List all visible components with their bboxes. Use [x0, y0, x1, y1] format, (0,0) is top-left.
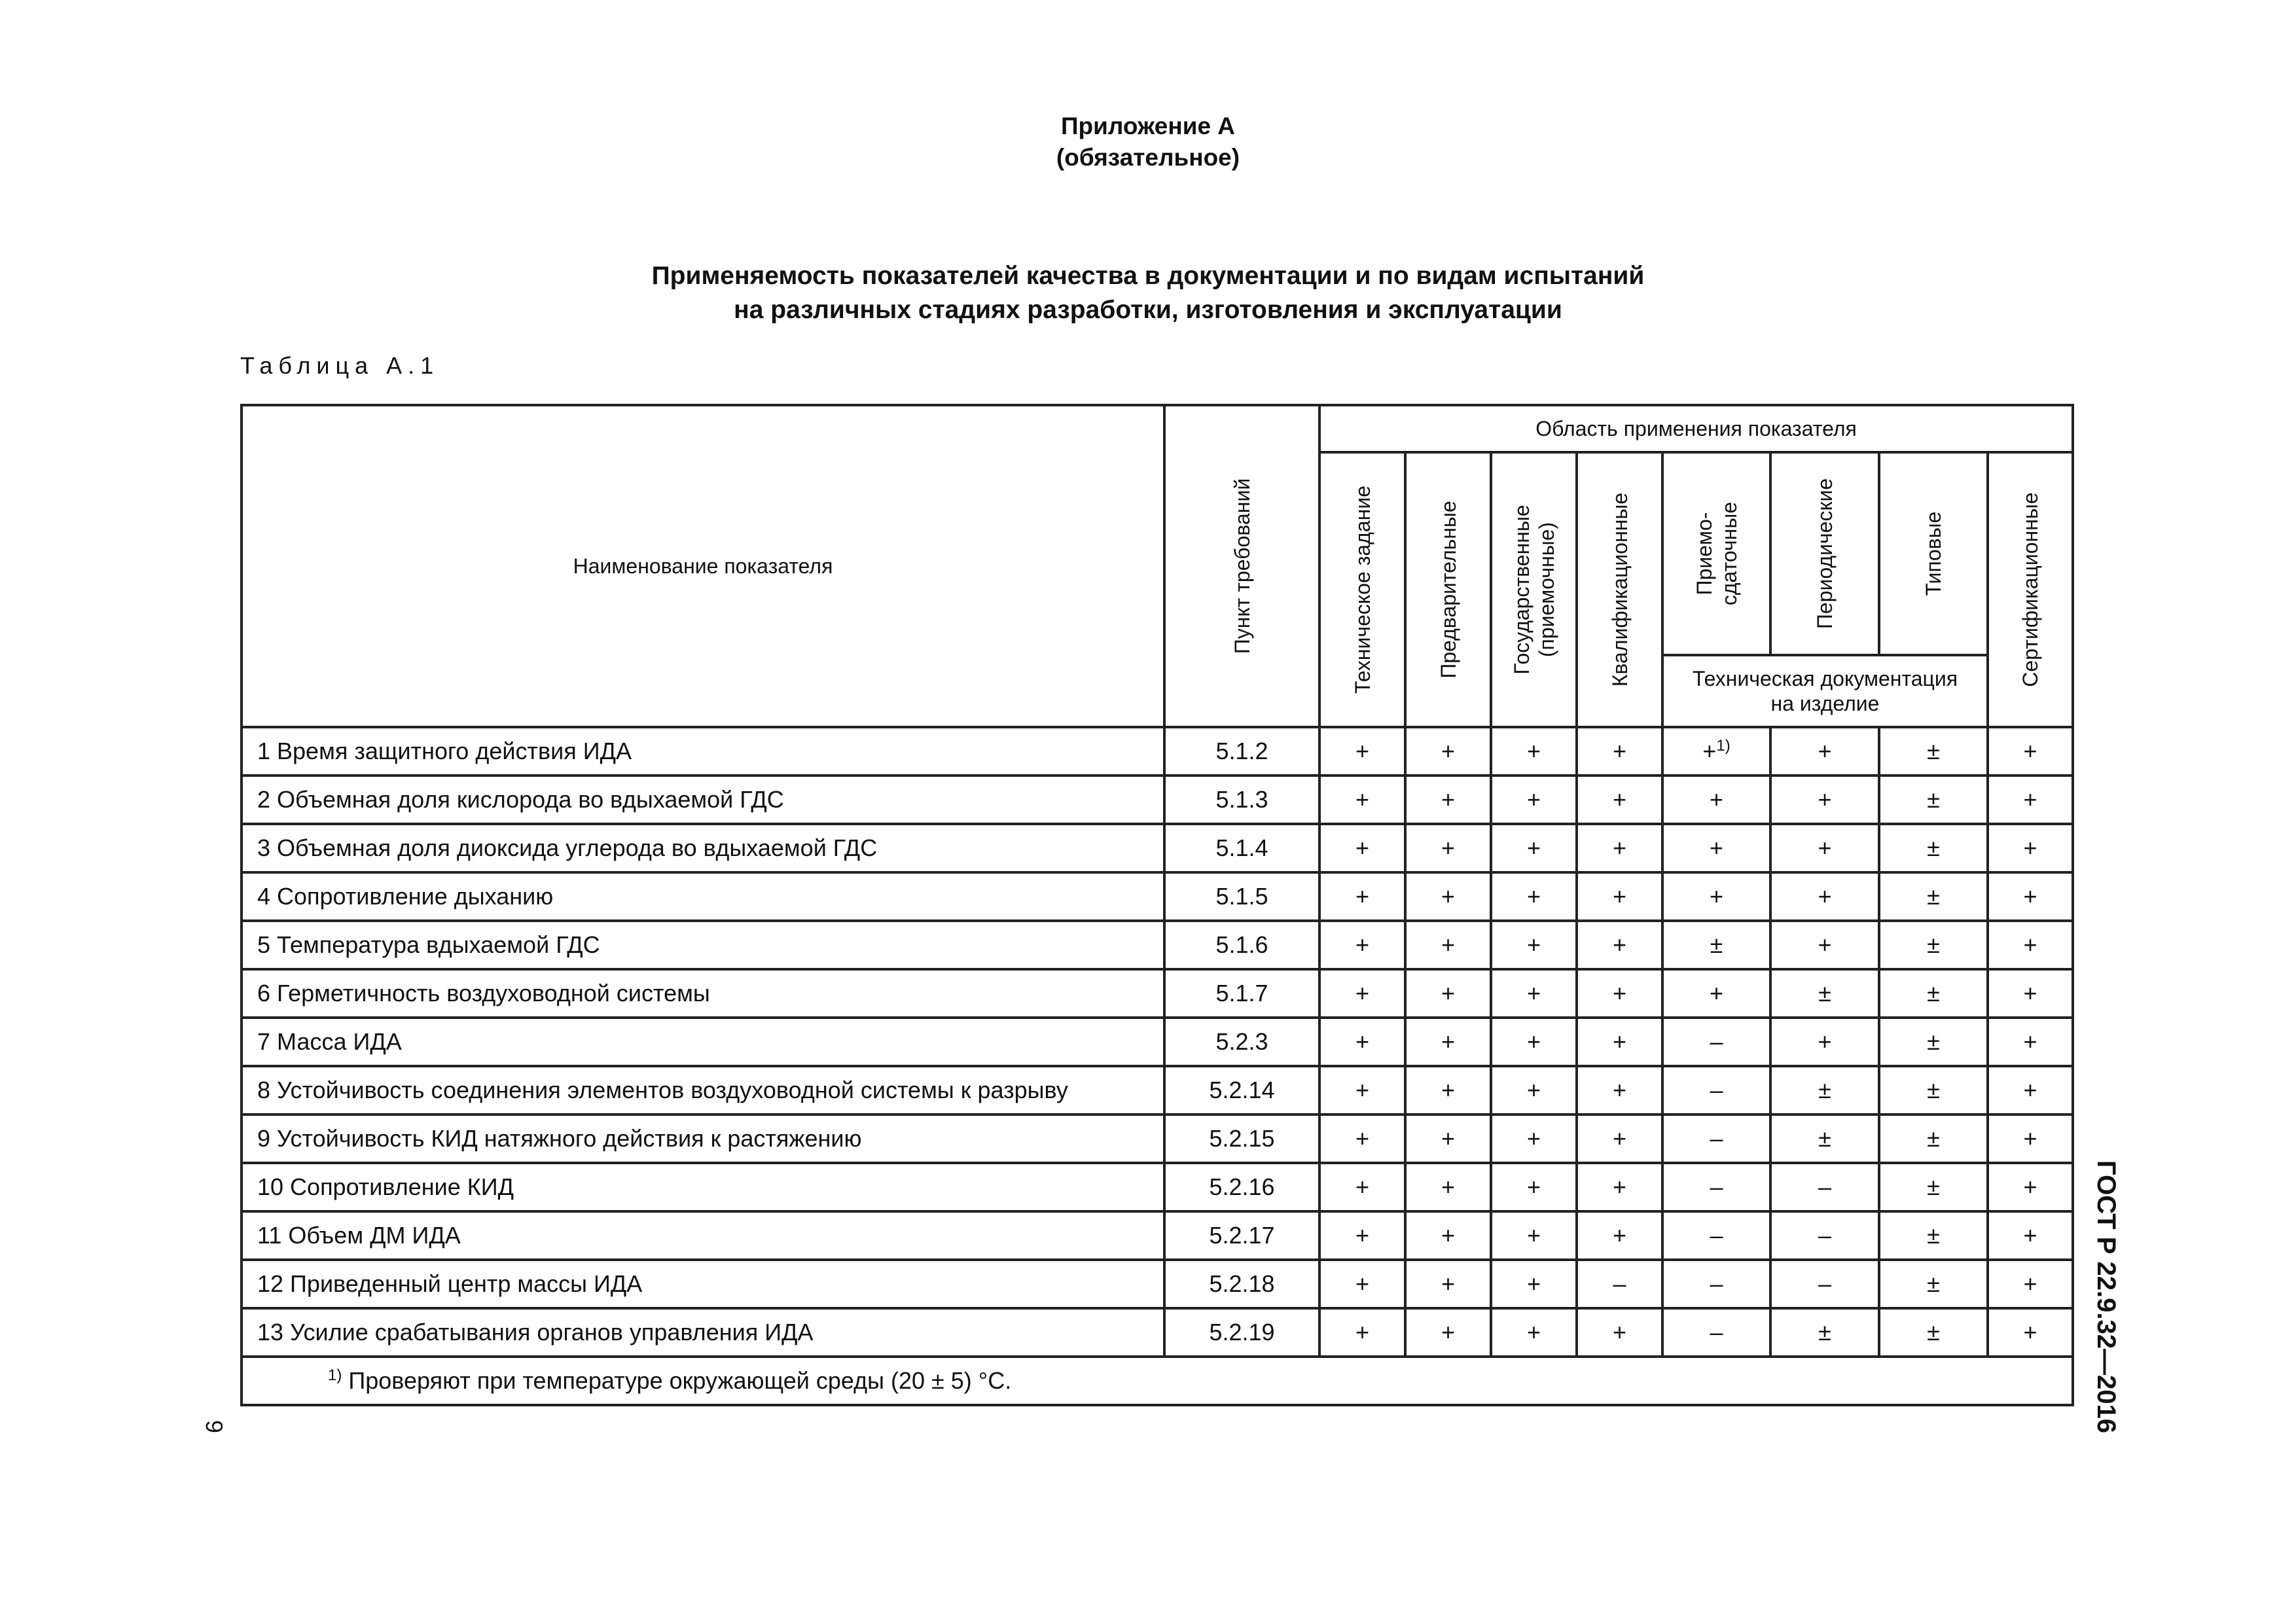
row-value: +: [1988, 969, 2073, 1018]
row-value: ±: [1770, 969, 1879, 1018]
table-row: [242, 1066, 2073, 1115]
row-name: 9 Устойчивость КИД натяжного действия к растяжению: [242, 1115, 1164, 1163]
row-value: +: [1319, 1066, 1405, 1115]
row-value: +: [1662, 776, 1770, 824]
row-value: ±: [1770, 1066, 1879, 1115]
row-value: ±: [1662, 921, 1770, 969]
header-area: Область применения показателя: [1319, 405, 2073, 452]
row-value: +: [1662, 872, 1770, 921]
footnote-mark: 1): [328, 1366, 342, 1384]
row-value: +: [1988, 727, 2073, 776]
header-preliminary: [1405, 452, 1491, 727]
header-state-label: [1509, 505, 1559, 674]
row-value: +: [1491, 776, 1577, 824]
row-name: 6 Герметичность воздуховодной системы: [242, 969, 1164, 1018]
row-value: +: [1491, 824, 1577, 872]
row-value: +: [1988, 1211, 2073, 1260]
standard-code: ГОСТ Р 22.9.32—2016: [2092, 1160, 2121, 1433]
header-state: [1491, 452, 1577, 727]
row-value: –: [1662, 1066, 1770, 1115]
row-value: +: [1770, 824, 1879, 872]
row-value: +: [1405, 1163, 1491, 1211]
row-value: +: [1770, 1018, 1879, 1066]
row-note-mark: 1): [1716, 737, 1731, 755]
table-row: [242, 1308, 2073, 1357]
header-acceptance: [1662, 452, 1770, 655]
row-value: ±: [1879, 824, 1988, 872]
header-certification-label: Сертификационные: [2018, 492, 2043, 687]
row-name: 4 Сопротивление дыханию: [242, 872, 1164, 921]
row-clause: 5.2.17: [1164, 1211, 1319, 1260]
table-row: [242, 727, 2073, 776]
row-clause: 5.1.3: [1164, 776, 1319, 824]
row-value: [1662, 727, 1770, 776]
row-value: +: [1405, 921, 1491, 969]
row-value: –: [1770, 1260, 1879, 1308]
row-name: 5 Температура вдыхаемой ГДС: [242, 921, 1164, 969]
row-clause: 5.1.2: [1164, 727, 1319, 776]
row-value: ±: [1879, 1211, 1988, 1260]
row-value: +: [1491, 1308, 1577, 1357]
row-value: +: [1405, 1115, 1491, 1163]
row-value: +: [1770, 727, 1879, 776]
row-value: ±: [1770, 1308, 1879, 1357]
row-value: +: [1319, 1211, 1405, 1260]
row-name: 13 Усилие срабатывания органов управления ИДА: [242, 1308, 1164, 1357]
row-name: 1 Время защитного действия ИДА: [242, 727, 1164, 776]
row-clause: 5.1.6: [1164, 921, 1319, 969]
row-clause: 5.1.7: [1164, 969, 1319, 1018]
appendix-subtitle: (обязательное): [1056, 144, 1240, 171]
row-value: ±: [1879, 1115, 1988, 1163]
row-clause: 5.2.16: [1164, 1163, 1319, 1211]
row-value: +: [1988, 1163, 2073, 1211]
row-value: +: [1405, 1260, 1491, 1308]
header-acceptance-label: [1692, 502, 1742, 605]
row-clause: 5.2.3: [1164, 1018, 1319, 1066]
row-value: +: [1770, 872, 1879, 921]
row-value: ±: [1879, 1066, 1988, 1115]
row-value: +: [1405, 727, 1491, 776]
row-value: ±: [1879, 776, 1988, 824]
row-name: 11 Объем ДМ ИДА: [242, 1211, 1164, 1260]
row-value: ±: [1879, 969, 1988, 1018]
header-tech-doc: [1662, 655, 1988, 727]
row-value: +: [1405, 824, 1491, 872]
row-value: +: [1662, 824, 1770, 872]
row-value: +: [1988, 1066, 2073, 1115]
row-value: –: [1662, 1260, 1770, 1308]
row-value: +: [1405, 1018, 1491, 1066]
footnote-text: Проверяют при температуре окружающей среды (20 ± 5) °С.: [348, 1367, 1012, 1394]
row-clause: 5.2.15: [1164, 1115, 1319, 1163]
row-value: +: [1988, 921, 2073, 969]
footnote: [242, 1357, 2073, 1405]
row-value: +: [1988, 1115, 2073, 1163]
row-value: +: [1491, 1211, 1577, 1260]
row-value: +: [1491, 727, 1577, 776]
row-value: +: [1319, 1308, 1405, 1357]
row-value: +: [1988, 776, 2073, 824]
row-value: +: [1577, 1211, 1662, 1260]
header-qualification: [1577, 452, 1662, 727]
table-row: [242, 1211, 2073, 1260]
table-row: [242, 1115, 2073, 1163]
row-name: 2 Объемная доля кислорода во вдыхаемой ГДС: [242, 776, 1164, 824]
row-value: +: [1491, 1018, 1577, 1066]
row-value: ±: [1879, 921, 1988, 969]
row-value: +: [1577, 1163, 1662, 1211]
row-value: +: [1988, 872, 2073, 921]
row-value: ±: [1879, 727, 1988, 776]
row-clause: 5.2.18: [1164, 1260, 1319, 1308]
row-value: +: [1662, 969, 1770, 1018]
table-row: [242, 776, 2073, 824]
row-value: +: [1577, 824, 1662, 872]
header-acceptance-line2: сдаточные: [1717, 501, 1741, 606]
row-value: +: [1770, 776, 1879, 824]
table-row: [242, 1163, 2073, 1211]
header-clause: [1164, 405, 1319, 727]
row-value: +: [1988, 824, 2073, 872]
header-clause-label: Пункт требований: [1230, 478, 1254, 654]
row-value: +: [1319, 921, 1405, 969]
row-value: –: [1662, 1163, 1770, 1211]
row-value: +: [1319, 1018, 1405, 1066]
header-state-line1: Государственные: [1509, 505, 1534, 675]
header-periodic-label: Периодические: [1813, 478, 1837, 630]
row-value: +: [1577, 1066, 1662, 1115]
document-title-line2: на различных стадиях разработки, изготовления и эксплуатации: [734, 296, 1562, 324]
table-row: [242, 969, 2073, 1018]
row-clause: 5.1.5: [1164, 872, 1319, 921]
applicability-table: [240, 404, 2074, 1406]
header-certification: [1988, 452, 2073, 727]
row-value: +: [1491, 872, 1577, 921]
row-value: –: [1770, 1163, 1879, 1211]
row-value: +: [1491, 1066, 1577, 1115]
header-type-label: Типовые: [1922, 511, 1945, 596]
row-value: –: [1577, 1260, 1662, 1308]
page-number: 6: [201, 1419, 228, 1434]
row-value: +: [1491, 969, 1577, 1018]
row-value: +: [1577, 1115, 1662, 1163]
row-clause: 5.2.19: [1164, 1308, 1319, 1357]
row-value: +: [1491, 1115, 1577, 1163]
row-clause: 5.2.14: [1164, 1066, 1319, 1115]
row-clause: 5.1.4: [1164, 824, 1319, 872]
row-value: +: [1988, 1260, 2073, 1308]
row-value: +: [1405, 1308, 1491, 1357]
row-value: ±: [1879, 1308, 1988, 1357]
header-acceptance-line1: Приемо-: [1692, 512, 1716, 596]
row-name: 3 Объемная доля диоксида углерода во вдыхаемой ГДС: [242, 824, 1164, 872]
row-value-symbol: +: [1702, 738, 1717, 764]
row-value: +: [1988, 1308, 2073, 1357]
row-value: +: [1319, 969, 1405, 1018]
row-value: +: [1491, 1163, 1577, 1211]
table-label: Таблица А.1: [240, 352, 440, 379]
row-value: +: [1319, 872, 1405, 921]
row-value: +: [1577, 872, 1662, 921]
header-tech-task: [1319, 452, 1405, 727]
row-name: 12 Приведенный центр массы ИДА: [242, 1260, 1164, 1308]
row-value: +: [1577, 969, 1662, 1018]
header-state-line2: (приемочные): [1534, 522, 1558, 658]
row-value: +: [1988, 1018, 2073, 1066]
row-value: ±: [1879, 1163, 1988, 1211]
row-value: ±: [1879, 872, 1988, 921]
document-title-line1: Применяемость показателей качества в документации и по видам испытаний: [651, 262, 1645, 290]
appendix-title: Приложение А: [1060, 113, 1236, 139]
table-row: [242, 824, 2073, 872]
row-value: +: [1319, 824, 1405, 872]
row-value: +: [1577, 776, 1662, 824]
row-value: –: [1662, 1115, 1770, 1163]
row-value: +: [1405, 1211, 1491, 1260]
row-value: +: [1319, 1163, 1405, 1211]
row-value: +: [1491, 921, 1577, 969]
row-value: +: [1577, 921, 1662, 969]
header-tech-task-label: Техническое задание: [1350, 486, 1374, 694]
row-value: –: [1662, 1018, 1770, 1066]
table-row: [242, 1018, 2073, 1066]
row-value: +: [1405, 776, 1491, 824]
header-qualification-label: Квалификационные: [1607, 492, 1632, 687]
row-value: +: [1319, 776, 1405, 824]
row-value: +: [1405, 872, 1491, 921]
row-value: +: [1577, 727, 1662, 776]
row-value: +: [1770, 921, 1879, 969]
row-value: –: [1770, 1211, 1879, 1260]
table-row: [242, 1260, 2073, 1308]
row-name: 8 Устойчивость соединения элементов воздуховодной системы к разрыву: [242, 1066, 1164, 1115]
row-value: –: [1662, 1211, 1770, 1260]
row-value: +: [1491, 1260, 1577, 1308]
header-preliminary-label: Предварительные: [1436, 501, 1460, 679]
header-tech-doc-line2: на изделие: [1770, 692, 1880, 715]
row-value: ±: [1879, 1018, 1988, 1066]
row-value: –: [1662, 1308, 1770, 1357]
row-value: +: [1319, 1260, 1405, 1308]
row-value: +: [1405, 969, 1491, 1018]
header-type: [1879, 452, 1988, 655]
row-name: 10 Сопротивление КИД: [242, 1163, 1164, 1211]
header-name: Наименование показателя: [242, 405, 1164, 727]
row-value: ±: [1879, 1260, 1988, 1308]
table-row: [242, 921, 2073, 969]
row-value: +: [1319, 1115, 1405, 1163]
header-tech-doc-line1: Техническая документация: [1692, 667, 1958, 690]
table-body: [242, 727, 2073, 1357]
header-periodic: [1770, 452, 1879, 655]
row-value: +: [1577, 1018, 1662, 1066]
row-value: ±: [1770, 1115, 1879, 1163]
row-value: +: [1319, 727, 1405, 776]
row-value: +: [1577, 1308, 1662, 1357]
row-name: 7 Масса ИДА: [242, 1018, 1164, 1066]
table-row: [242, 872, 2073, 921]
row-value: +: [1405, 1066, 1491, 1115]
